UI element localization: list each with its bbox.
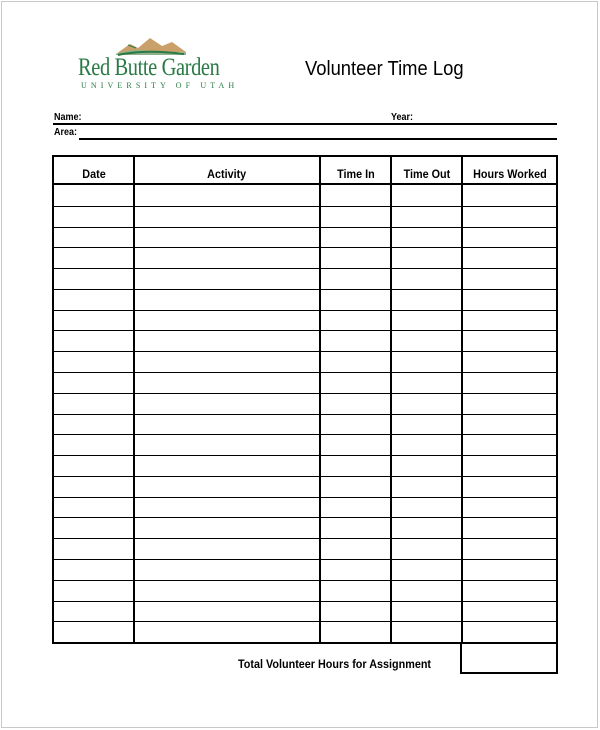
red-butte-garden-logo: [78, 36, 239, 92]
table-row-divider: [54, 289, 556, 290]
table-row-divider: [54, 310, 556, 311]
column-header-time-out: Time Out: [403, 167, 450, 181]
table-row-divider: [54, 227, 556, 228]
table-row-divider: [54, 601, 556, 602]
page-title: Volunteer Time Log: [305, 58, 464, 80]
table-row-divider: [54, 372, 556, 373]
table-row-divider: [54, 455, 556, 456]
header-divider: [54, 183, 556, 185]
table-row-divider: [54, 580, 556, 581]
total-hours-box[interactable]: [460, 643, 558, 674]
table-row-divider: [54, 247, 556, 248]
name-label: Name:: [54, 112, 82, 123]
area-line[interactable]: [79, 138, 557, 140]
year-label: Year:: [391, 112, 414, 123]
table-row-divider: [54, 621, 556, 622]
time-log-table: [52, 155, 558, 644]
table-row-divider: [54, 517, 556, 518]
name-year-line[interactable]: [53, 123, 557, 125]
table-row-divider: [54, 434, 556, 435]
table-row-divider: [54, 538, 556, 539]
table-row-divider: [54, 393, 556, 394]
column-header-hours-worked: Hours Worked: [472, 167, 547, 181]
table-row-divider: [54, 414, 556, 415]
column-divider: [133, 157, 135, 642]
area-label: Area:: [54, 127, 78, 138]
column-header-activity: Activity: [207, 167, 247, 181]
table-row-divider: [54, 476, 556, 477]
logo-subtitle: UNIVERSITY OF UTAH: [81, 81, 239, 90]
logo-name: Red Butte Garden: [78, 54, 220, 81]
total-hours-label: Total Volunteer Hours for Assignment: [238, 657, 432, 671]
column-divider: [390, 157, 392, 642]
column-header-date: Date: [82, 167, 106, 181]
table-row-divider: [54, 268, 556, 269]
column-header-time-in: Time In: [336, 167, 375, 181]
table-row-divider: [54, 206, 556, 207]
table-row-divider: [54, 497, 556, 498]
column-divider: [461, 157, 463, 642]
table-row-divider: [54, 330, 556, 331]
column-divider: [319, 157, 321, 642]
table-row-divider: [54, 559, 556, 560]
table-row-divider: [54, 351, 556, 352]
mountain-icon: [116, 36, 186, 56]
